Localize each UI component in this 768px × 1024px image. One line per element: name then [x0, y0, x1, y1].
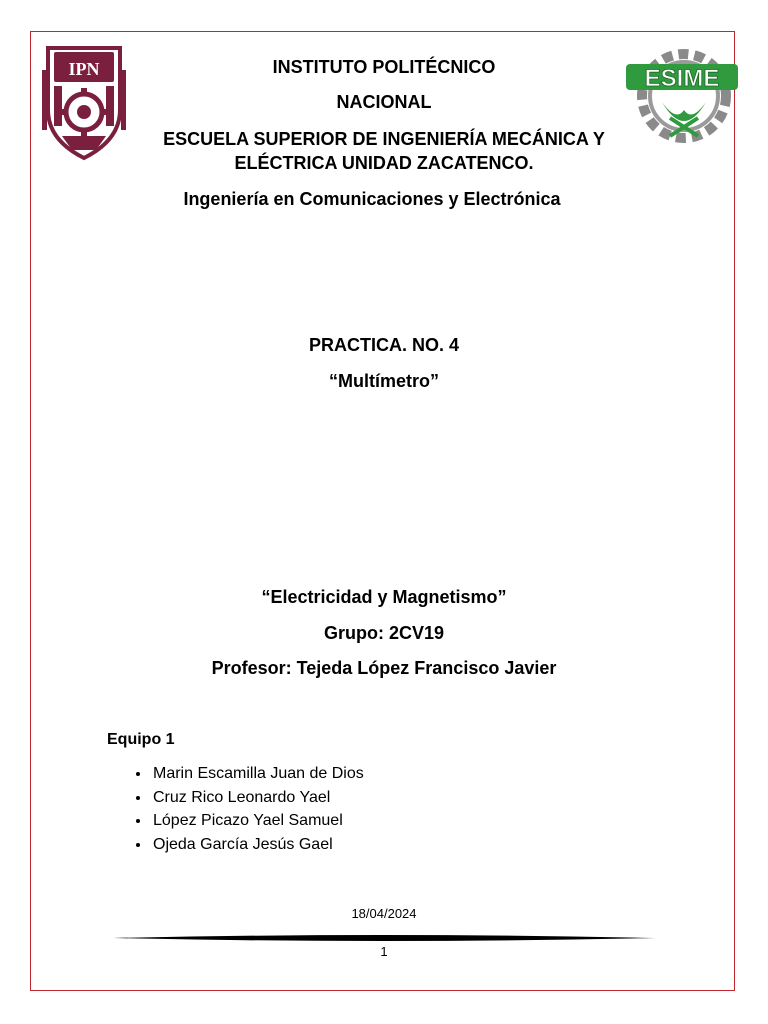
institution-name-line1: INSTITUTO POLITÉCNICO: [272, 57, 496, 77]
esime-logo-text: ESIME: [644, 65, 720, 92]
footer-divider: [113, 932, 655, 944]
team-member: • Ojeda García Jesús Gael: [151, 834, 364, 858]
team-label: Equipo 1: [107, 731, 175, 748]
course-professor: Profesor: Tejeda López Francisco Javier: [211, 658, 557, 678]
team-members-list: [107, 763, 364, 857]
course-subject: “Electricidad y Magnetismo”: [261, 587, 507, 607]
institution-name-line2: NACIONAL: [336, 92, 432, 112]
team-member: • Marin Escamilla Juan de Dios: [151, 763, 364, 787]
team-member: • López Picazo Yael Samuel: [151, 810, 364, 834]
practice-number: PRACTICA. NO. 4: [308, 335, 459, 355]
footer-date: 18/04/2024: [351, 906, 417, 921]
school-name-line1: ESCUELA SUPERIOR DE INGENIERÍA MECÁNICA Y: [163, 129, 605, 149]
practice-title: “Multímetro”: [329, 371, 439, 391]
team-member: • Cruz Rico Leonardo Yael: [151, 787, 364, 811]
school-name-line2: ELÉCTRICA UNIDAD ZACATENCO.: [234, 153, 534, 173]
course-group: Grupo: 2CV19: [323, 623, 445, 643]
page-number: 1: [380, 944, 388, 959]
school-name: [0, 127, 768, 175]
career-name: Ingeniería en Comunicaciones y Electrónica: [183, 189, 561, 209]
ipn-logo-text: IPN: [68, 59, 100, 79]
